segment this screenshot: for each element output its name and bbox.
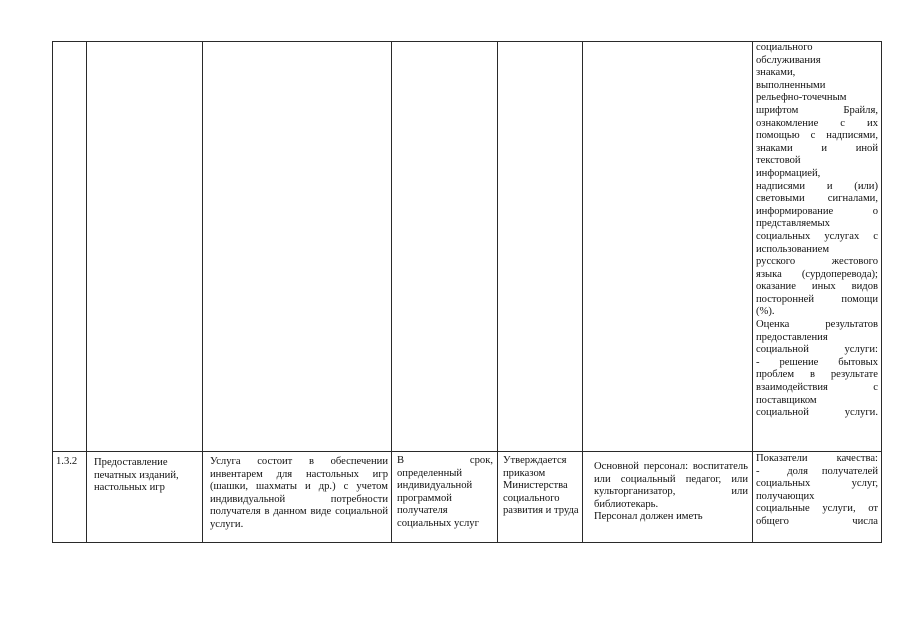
text-line: - решение бытовых: [756, 356, 878, 368]
service-cost: Утверждается приказом Министерства социального развития и труда: [503, 455, 579, 517]
text-line: информирование о: [756, 205, 878, 217]
col-border-3: [391, 41, 392, 543]
text-line: социальных услугах с: [756, 230, 878, 242]
text-line: русского жестового: [756, 256, 878, 268]
text-line: использованием: [756, 243, 830, 255]
text-line: - доля получателей: [756, 465, 878, 477]
text-line: надписями и (или): [756, 180, 878, 192]
text-line: знаками и иной: [756, 142, 878, 154]
col-border-0: [52, 41, 53, 543]
row-border-mid: [52, 451, 882, 452]
row-number: 1.3.2: [56, 456, 78, 467]
text-line: ознакомление с их: [756, 117, 878, 129]
service-description: Услуга состоит в обеспечении инвентарем для настольных игр (шашки, шахматы и др.) с учетом индивидуальной потребности получателя в данном виде социальной услуги.: [210, 456, 391, 530]
text-line: обслуживания: [756, 54, 821, 66]
text-line: социальные услуги, от: [756, 503, 878, 515]
text-line: световыми сигналами,: [756, 193, 878, 205]
text-line: выполненными: [756, 79, 826, 91]
text-line: проблем в результате: [756, 369, 878, 381]
text-line: оказание иных видов: [756, 281, 878, 293]
col-border-2: [202, 41, 203, 543]
text-line: представляемых: [756, 218, 830, 230]
text-line: Оценка результатов: [756, 319, 878, 331]
text-line: информацией,: [756, 167, 821, 179]
text-line: общего числа: [756, 515, 878, 527]
text-line: взаимодействия с: [756, 382, 878, 394]
col-border-7: [881, 41, 882, 543]
service-conditions: Основной персонал: воспитатель или социальный педагог, или культорганизатор, или библиотекарь. Персонал должен иметь: [594, 461, 748, 523]
text-line: предоставления: [756, 331, 828, 343]
text-line: текстовой: [756, 155, 801, 167]
col-border-6: [752, 41, 753, 543]
text-line: получающих: [756, 490, 815, 502]
text-line: языка (сурдоперевода);: [756, 268, 878, 280]
text-line: посторонней помощи: [756, 293, 878, 305]
service-timing: В срок, определенный индивидуальной программой получателя социальных услуг: [397, 455, 496, 529]
text-line: социальных услуг,: [756, 478, 878, 490]
text-line: социальной услуги:: [756, 344, 878, 356]
text-line: социального: [756, 42, 813, 53]
text-line: шрифтом Брайля,: [756, 104, 878, 116]
text-line: Показатели качества:: [756, 453, 878, 464]
text-line: поставщиком: [756, 394, 817, 406]
row-border-bottom: [52, 542, 882, 543]
service-name: Предоставление печатных изданий, настольных игр: [94, 457, 182, 494]
col-border-5: [582, 41, 583, 543]
text-line: (%).: [756, 306, 775, 318]
text-line: социальной услуги.: [756, 407, 878, 419]
quality-indicators-cell: [756, 453, 878, 529]
col-border-4: [497, 41, 498, 543]
text-line: рельефно-точечным: [756, 92, 847, 104]
col-border-1: [86, 41, 87, 543]
text-line: помощью с надписями,: [756, 130, 878, 142]
cont-quality-cell: [756, 42, 878, 420]
text-line: знаками,: [756, 67, 796, 79]
